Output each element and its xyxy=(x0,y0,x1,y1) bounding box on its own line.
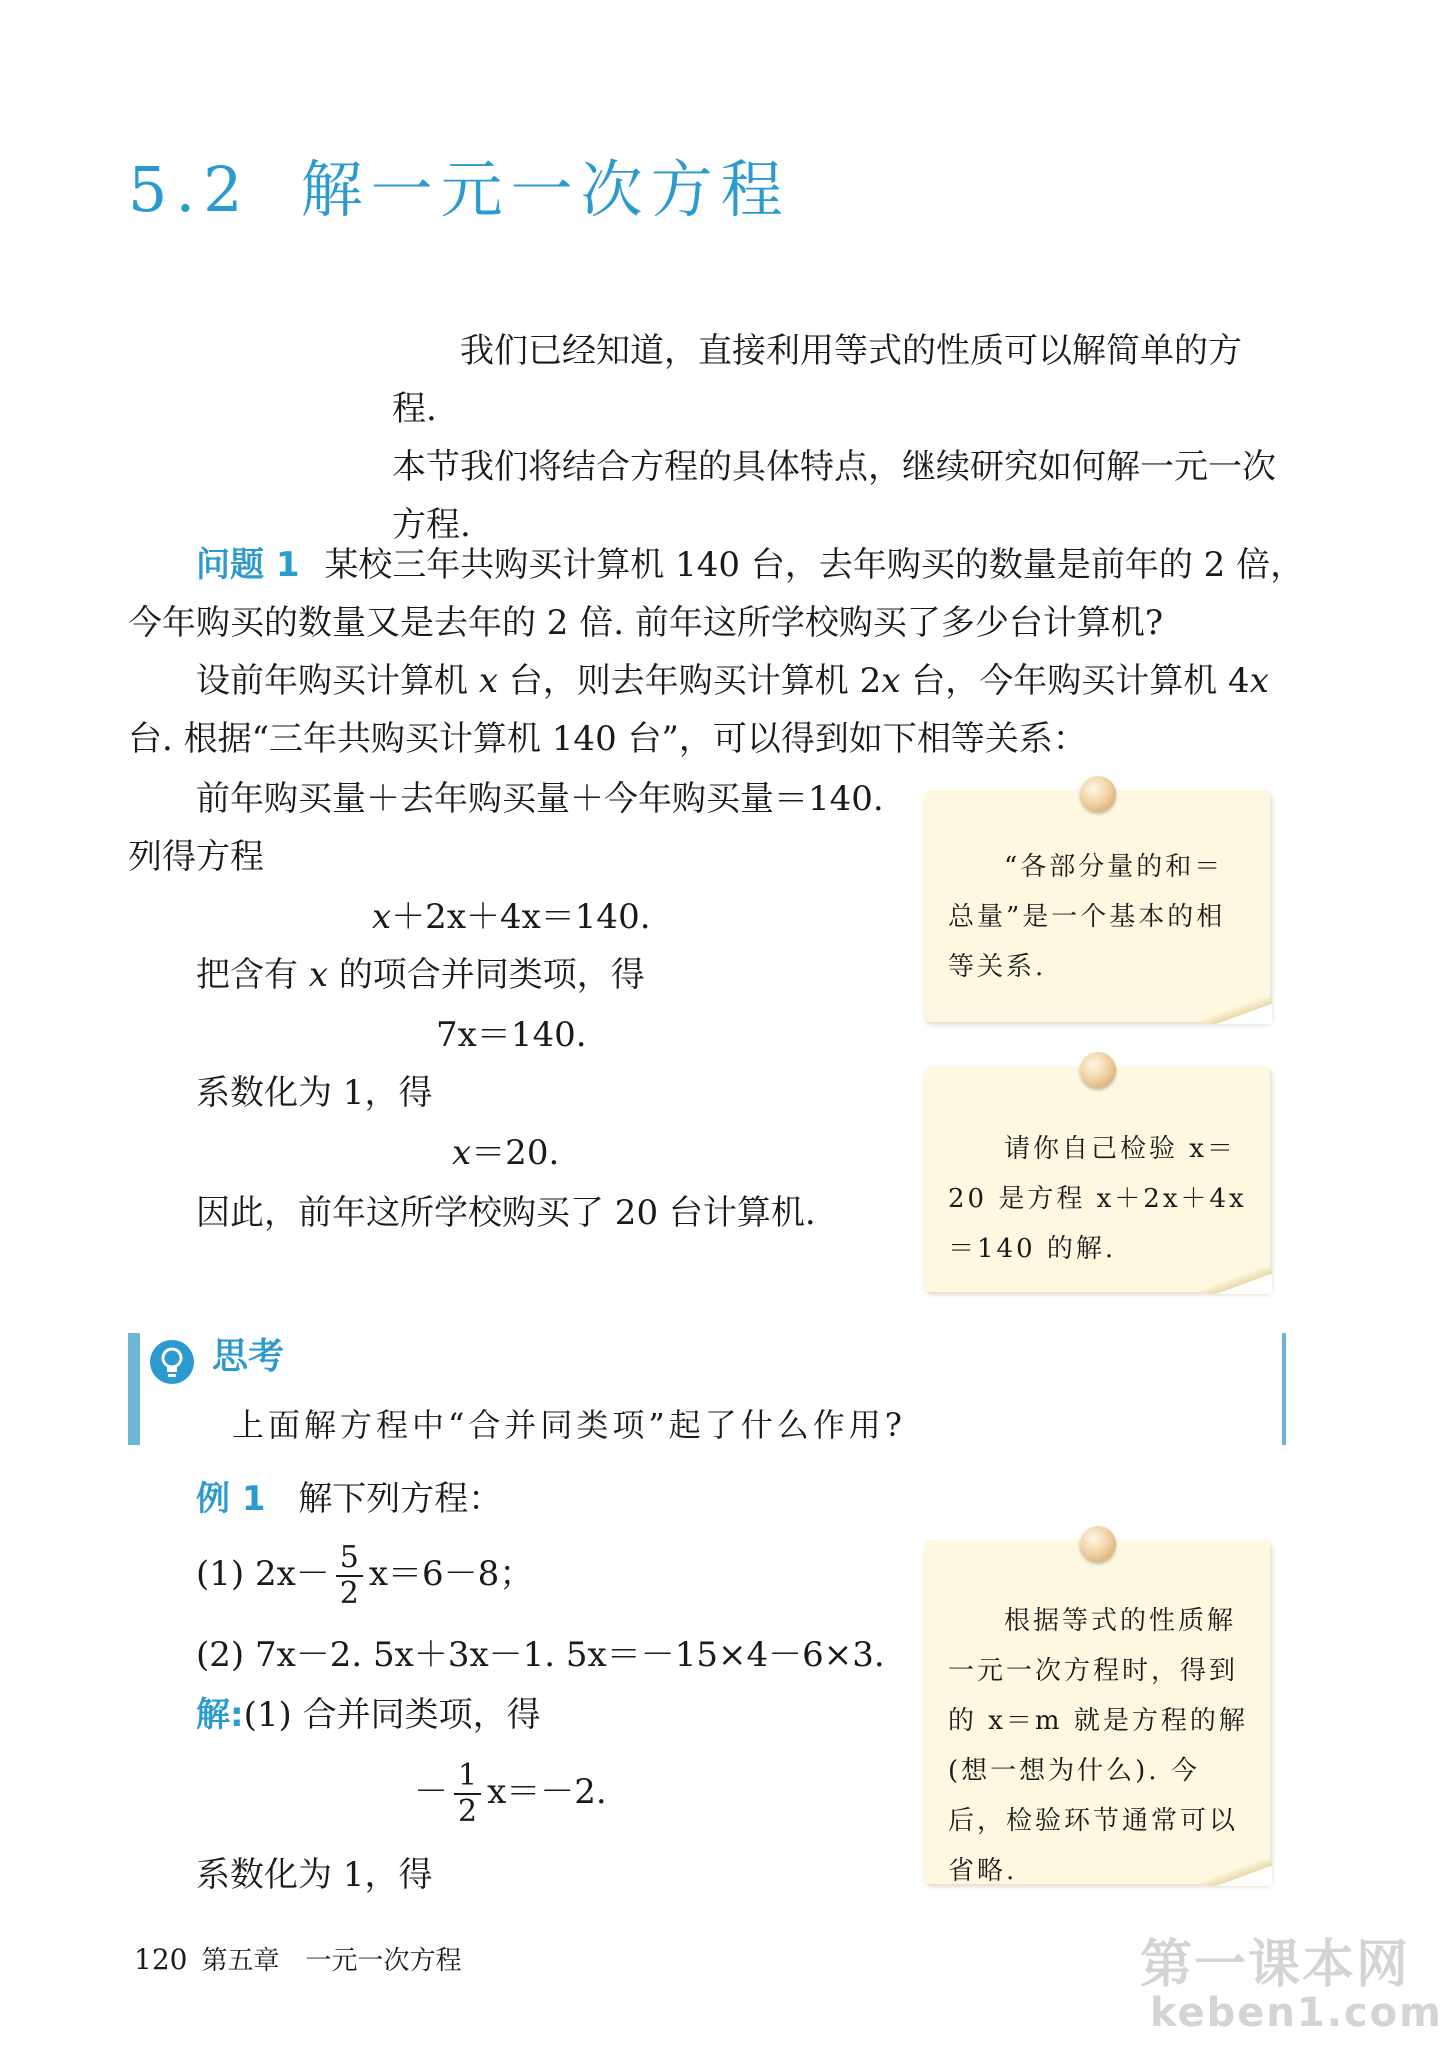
section-title xyxy=(128,140,791,229)
sticky-note-2 xyxy=(924,1066,1270,1292)
pin-icon xyxy=(1080,1526,1116,1562)
solution-text: (1) 合并同类项，得 xyxy=(243,1695,541,1735)
coefficient-step: 系数化为 1，得 xyxy=(196,1073,433,1113)
sticky-note-1 xyxy=(924,790,1270,1022)
problem1-line1 xyxy=(196,536,1304,594)
fraction xyxy=(336,1541,363,1611)
page-curl xyxy=(1202,1860,1272,1886)
var-x: x xyxy=(372,897,392,937)
part1-pre: (1) 2x－ xyxy=(196,1554,330,1594)
equation-1-text: ＋2x＋4x＝140. xyxy=(391,897,651,937)
watermark-url: keben1.com xyxy=(1150,1990,1443,2036)
combine-pre: 把含有 xyxy=(196,955,309,995)
var-x: x xyxy=(478,661,498,701)
problem1-setup xyxy=(196,652,1269,710)
fraction-numerator: 1 xyxy=(454,1759,481,1795)
pin-icon xyxy=(1080,776,1116,812)
solution-line xyxy=(196,1686,541,1744)
example1-heading xyxy=(196,1470,502,1528)
page-footer xyxy=(134,1940,461,1977)
example1-label: 例 1 xyxy=(196,1479,266,1519)
setup-c: 台，今年购买计算机 4 xyxy=(900,661,1250,701)
fraction-numerator: 5 xyxy=(336,1541,363,1577)
equation-3 xyxy=(452,1124,559,1182)
solution-coefficient-step: 系数化为 1，得 xyxy=(196,1855,433,1895)
problem1-label: 问题 1 xyxy=(196,545,300,585)
setup-b: 台，则去年购买计算机 2 xyxy=(498,661,882,701)
answer: 因此，前年这所学校购买了 20 台计算机. xyxy=(196,1193,816,1233)
section-number: 5.2 xyxy=(128,153,251,226)
var-x: x xyxy=(1249,661,1269,701)
note-1-text: “各部分量的和＝总量”是一个基本的相等关系. xyxy=(948,852,1226,982)
sticky-note-3 xyxy=(924,1540,1270,1884)
note-2-text: 请你自己检验 x＝20 是方程 x＋2x＋4x＝140 的解. xyxy=(948,1134,1247,1264)
problem1-line2: 今年购买的数量又是去年的 2 倍. 前年这所学校购买了多少台计算机? xyxy=(128,603,1164,643)
think-title: 思考 xyxy=(212,1336,285,1377)
solution-label: 解: xyxy=(196,1695,244,1735)
equation-2: 7x＝140. xyxy=(436,1015,587,1055)
intro-line-2: 本节我们将结合方程的具体特点，继续研究如何解一元一次 xyxy=(392,447,1276,487)
example1-prompt: 解下列方程： xyxy=(298,1479,503,1519)
setup-a: 设前年购买计算机 xyxy=(196,661,479,701)
pin-icon xyxy=(1080,1052,1116,1088)
var-x: x xyxy=(308,955,328,995)
solution-equation-post: x＝－2. xyxy=(487,1772,607,1812)
var-x: x xyxy=(452,1133,472,1173)
note-3-text: 根据等式的性质解一元一次方程时，得到的 x＝m 就是方程的解(想一想为什么). 今后，检验环节通常可以省略. xyxy=(948,1606,1248,1886)
watermark-text: 第一课本网 xyxy=(1140,1935,1411,1995)
lightbulb-icon xyxy=(150,1340,194,1384)
fraction-denominator: 2 xyxy=(458,1794,478,1829)
think-question: 上面解方程中“合并同类项”起了什么作用? xyxy=(232,1406,906,1444)
equation-3-text: ＝20. xyxy=(471,1133,560,1173)
page-number: 120 xyxy=(134,1943,188,1976)
intro-line-1: 我们已经知道，直接利用等式的性质可以解简单的方程. xyxy=(392,331,1242,429)
fraction-denominator: 2 xyxy=(339,1576,359,1611)
var-x: x xyxy=(881,661,901,701)
example1-part1 xyxy=(196,1534,533,1614)
section-title-text: 解一元一次方程 xyxy=(300,153,791,226)
solution-equation xyxy=(414,1752,607,1832)
example1-part2: (2) 7x－2. 5x＋3x－1. 5x＝－15×4－6×3. xyxy=(196,1635,885,1675)
relation-equation: 前年购买量＋去年购买量＋今年购买量＝140. xyxy=(196,779,884,819)
intro-paragraph xyxy=(392,322,1282,554)
fraction xyxy=(454,1759,481,1829)
part1-post: x＝6－8； xyxy=(368,1554,534,1594)
problem1-text-1: 某校三年共购买计算机 140 台，去年购买的数量是前年的 2 倍， xyxy=(324,545,1305,585)
page-curl xyxy=(1202,998,1272,1024)
combine-step xyxy=(196,946,645,1004)
equation-1 xyxy=(372,888,651,946)
page-curl xyxy=(1202,1268,1272,1294)
intro-line-3: 方程. xyxy=(392,505,471,545)
problem1-setup-2: 台. 根据“三年共购买计算机 140 台”，可以得到如下相等关系： xyxy=(128,719,1087,759)
combine-text: 的项合并同类项，得 xyxy=(338,955,645,995)
chapter-label: 第五章 一元一次方程 xyxy=(201,1946,462,1976)
list-equation-label: 列得方程 xyxy=(128,837,264,877)
minus-sign: － xyxy=(414,1772,448,1812)
